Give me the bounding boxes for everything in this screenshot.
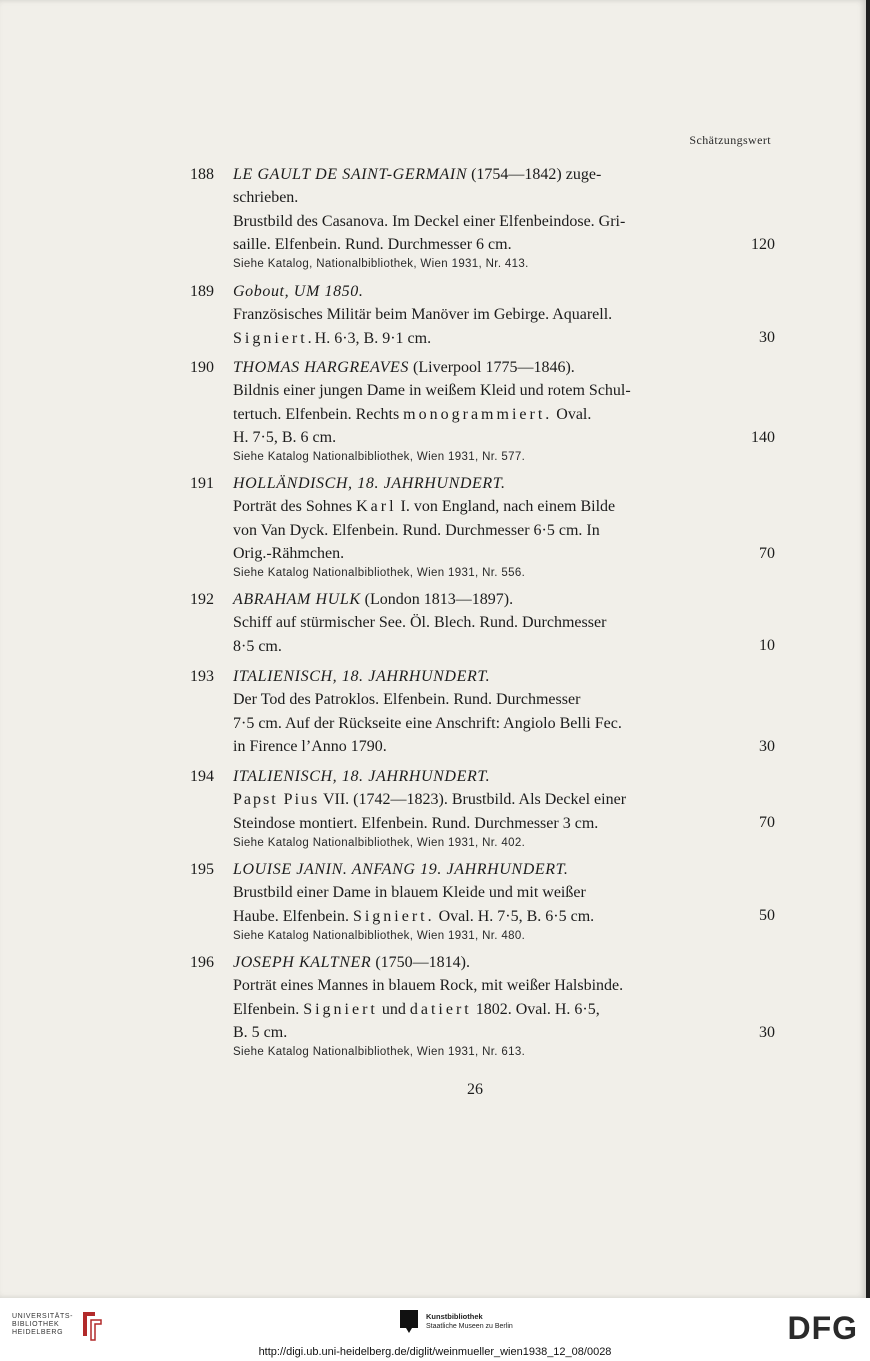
entry-text-line: Bildnis einer jungen Dame in weißem Kleid und rotem Schul-: [233, 382, 631, 400]
entry-number: 196: [190, 954, 214, 971]
source-url-link[interactable]: http://digi.ub.uni-heidelberg.de/diglit/weinmueller_wien1938_12_08/0028: [258, 1346, 612, 1358]
entry-text-line: Orig.-Rähmchen.: [233, 544, 345, 562]
entry-text-line: [233, 788, 720, 811]
university-library-logo[interactable]: [12, 1308, 105, 1342]
dated-note: datiert: [409, 1000, 472, 1018]
entry-price: 30: [759, 329, 775, 346]
university-emblem-icon: [79, 1308, 105, 1342]
entry-number: 191: [190, 475, 214, 492]
entry-artist: JOSEPH KALTNER: [233, 954, 372, 971]
entry-title: [233, 765, 720, 788]
entry-artist: HOLLÄNDISCH, 18. JAHRHUNDERT.: [233, 475, 506, 492]
entry-price: 120: [751, 236, 775, 253]
entry-dates: (Liverpool 1775—1846).: [409, 359, 575, 376]
entry-text-line: saille. Elfenbein. Rund. Durchmesser 6 cm.: [233, 235, 512, 253]
catalog-entry-188: [190, 163, 775, 273]
entry-price: 70: [759, 545, 775, 562]
entry-price: 50: [759, 907, 775, 924]
signed-note: Signiert: [303, 1000, 378, 1018]
entry-reference: Siehe Katalog, Nationalbibliothek, Wien 1931, Nr. 413.: [233, 258, 529, 271]
entry-text-line: in Firence l’Anno 1790.: [233, 737, 387, 755]
entry-dimensions: H. 6·3, B. 9·1 cm.: [314, 329, 432, 347]
university-name-line: UNIVERSITÄTS-: [12, 1313, 74, 1320]
entry-text-fragment: 1802. Oval. H. 6·5,: [471, 1000, 600, 1018]
entry-text-line: 8·5 cm.: [233, 637, 282, 655]
entry-title: [233, 951, 720, 974]
digitization-footer: [0, 1298, 870, 1361]
entry-artist: LOUISE JANIN. ANFANG 19. JAHRHUNDERT.: [233, 861, 569, 878]
entry-reference: Siehe Katalog Nationalbibliothek, Wien 1931, Nr. 556.: [233, 567, 526, 580]
entry-title: [233, 858, 720, 881]
entry-dates: (London 1813—1897).: [360, 591, 514, 608]
entry-text-fragment: tertuch. Elfenbein. Rechts: [233, 405, 404, 423]
entry-artist: ITALIENISCH, 18. JAHRHUNDERT.: [233, 768, 491, 785]
catalog-entry-192: [190, 588, 775, 658]
subject-name: Karl: [356, 498, 397, 516]
entry-title: [233, 588, 720, 611]
kunstbibliothek-logo[interactable]: [398, 1308, 513, 1334]
entry-price: 30: [759, 1024, 775, 1041]
university-name-line: HEIDELBERG: [12, 1329, 64, 1336]
entry-text-fragment: I. von England, nach einem Bilde: [396, 498, 616, 516]
signed-note: Signiert.: [233, 329, 315, 347]
entry-title: [233, 472, 720, 495]
catalog-entry-195: [190, 858, 775, 948]
monogram-note: monogrammiert.: [403, 405, 553, 423]
entry-text-line: [233, 905, 720, 928]
entry-text-line: Der Tod des Patroklos. Elfenbein. Rund. Durchmesser: [233, 691, 581, 709]
university-name: [12, 1313, 73, 1337]
entry-text-line: schrieben.: [233, 189, 299, 207]
page-number: 26: [467, 1081, 483, 1098]
entry-text-line: [233, 495, 720, 518]
entry-reference: Siehe Katalog Nationalbibliothek, Wien 1931, Nr. 402.: [233, 836, 526, 849]
entry-title: [233, 356, 720, 379]
entry-text-line: von Van Dyck. Elfenbein. Rund. Durchmesser 6·5 cm. In: [233, 521, 600, 539]
entry-text-fragment: Haube. Elfenbein.: [233, 907, 353, 925]
entry-reference: Siehe Katalog Nationalbibliothek, Wien 1931, Nr. 613.: [233, 1046, 526, 1059]
entry-dates: (1754—1842) zuge-: [467, 166, 602, 183]
entry-artist: Gobout, UM 1850.: [233, 283, 364, 300]
entry-title: [233, 665, 720, 688]
entry-number: 189: [190, 283, 214, 300]
entry-text-line: [233, 998, 720, 1021]
entry-title: [233, 280, 720, 303]
entry-text-fragment: Oval.: [552, 405, 592, 423]
entry-dates: (1750—1814).: [371, 954, 470, 971]
column-header-estimate: Schätzungswert: [689, 133, 771, 147]
entry-number: 192: [190, 591, 214, 608]
catalog-entry-190: [190, 356, 775, 466]
entry-text-line: Brustbild einer Dame in blauem Kleide und mit weißer: [233, 884, 586, 902]
entry-text-line: 7·5 cm. Auf der Rückseite eine Anschrift: Angiolo Belli Fec.: [233, 714, 622, 732]
catalog-entry-196: [190, 951, 775, 1066]
entry-artist: LE GAULT DE SAINT-GERMAIN: [233, 166, 468, 183]
entry-text-fragment: VII. (1742—1823). Brustbild. Als Deckel einer: [319, 791, 627, 809]
entry-price: 140: [751, 429, 775, 446]
library-name: Kunstbibliothek: [426, 1311, 483, 1321]
entry-artist: THOMAS HARGREAVES: [233, 359, 410, 376]
entry-text-fragment: Porträt des Sohnes: [233, 498, 357, 516]
catalog-entry-193: [190, 665, 775, 759]
entry-text-line: B. 5 cm.: [233, 1023, 288, 1041]
subject-name: Papst Pius: [233, 791, 320, 809]
entry-text-line: Schiff auf stürmischer See. Öl. Blech. Rund. Durchmesser: [233, 614, 607, 632]
entry-price: 10: [759, 637, 775, 654]
entry-number: 188: [190, 166, 214, 183]
entry-price: 70: [759, 814, 775, 831]
entry-text-line: Porträt eines Mannes in blauem Rock, mit weißer Halsbinde.: [233, 977, 624, 995]
catalog-entry-191: [190, 472, 775, 582]
entry-number: 195: [190, 861, 214, 878]
entry-text-fragment: und: [377, 1000, 410, 1018]
entry-text-line: [233, 403, 720, 426]
entry-text-line: [233, 327, 720, 350]
entry-text-line: H. 7·5, B. 6 cm.: [233, 428, 337, 446]
entry-text-fragment: Oval. H. 7·5, B. 6·5 cm.: [434, 907, 595, 925]
entry-number: 190: [190, 359, 214, 376]
entry-text-fragment: Elfenbein.: [233, 1000, 304, 1018]
dfg-logo[interactable]: DFG: [787, 1310, 858, 1346]
entry-text-line: Steindose montiert. Elfenbein. Rund. Durchmesser 3 cm.: [233, 814, 599, 832]
catalog-entry-189: [190, 280, 775, 350]
library-subtitle: Staatliche Museen zu Berlin: [426, 1322, 513, 1330]
entry-number: 194: [190, 768, 214, 785]
entry-reference: Siehe Katalog Nationalbibliothek, Wien 1931, Nr. 480.: [233, 929, 526, 942]
kunstbibliothek-text: [426, 1312, 513, 1331]
entry-artist: ABRAHAM HULK: [233, 591, 361, 608]
entry-reference: Siehe Katalog Nationalbibliothek, Wien 1931, Nr. 577.: [233, 451, 526, 464]
kunstbibliothek-icon: [398, 1308, 420, 1334]
entry-text-line: Brustbild des Casanova. Im Deckel einer Elfenbeindose. Gri-: [233, 212, 626, 230]
catalog-entry-194: [190, 765, 775, 855]
entry-artist: ITALIENISCH, 18. JAHRHUNDERT.: [233, 668, 491, 685]
entry-price: 30: [759, 738, 775, 755]
signed-note: Signiert.: [352, 907, 435, 925]
entry-title: [233, 163, 720, 186]
university-name-line: BIBLIOTHEK: [12, 1321, 60, 1328]
entry-text-line: Französisches Militär beim Manöver im Gebirge. Aquarell.: [233, 306, 613, 324]
entry-number: 193: [190, 668, 214, 685]
